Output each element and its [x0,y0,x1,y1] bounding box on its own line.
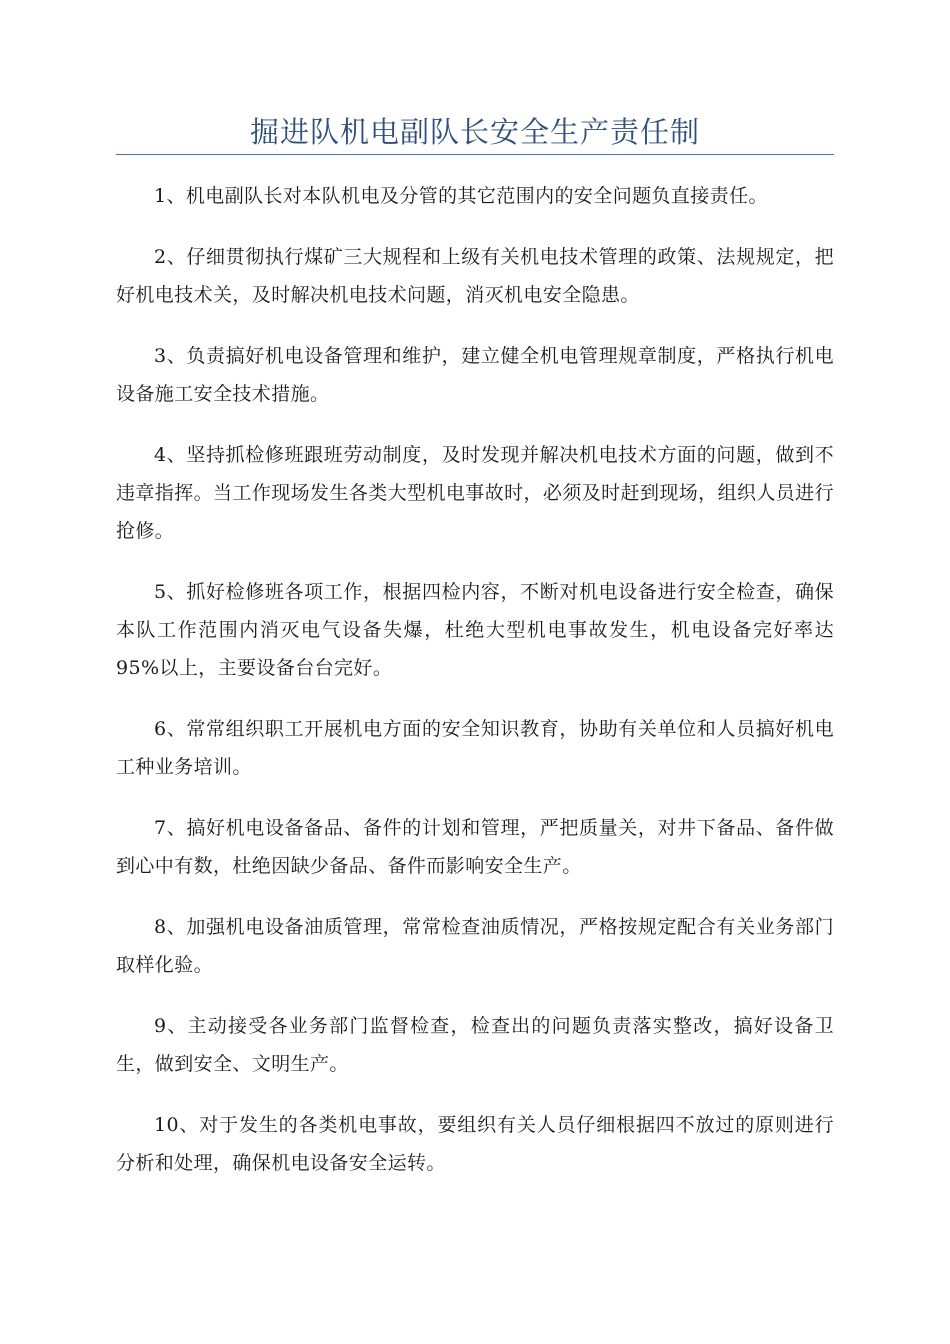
responsibility-list [116,177,834,1182]
list-item: 9、主动接受各业务部门监督检查，检查出的问题负责落实整改，搞好设备卫生，做到安全、文明生产。 [116,1015,834,1075]
list-item: 7、搞好机电设备备品、备件的计划和管理，严把质量关，对井下备品、备件做到心中有数，杜绝因缺少备品、备件而影响安全生产。 [116,817,834,877]
list-item: 4、坚持抓检修班跟班劳动制度，及时发现并解决机电技术方面的问题，做到不违章指挥。当工作现场发生各类大型机电事故时，必须及时赶到现场，组织人员进行抢修。 [116,444,834,542]
list-item: 5、抓好检修班各项工作，根据四检内容，不断对机电设备进行安全检查，确保本队工作范围内消灭电气设备失爆，杜绝大型机电事故发生，机电设备完好率达95%以上，主要设备台台完好。 [116,581,834,679]
document-title: 掘进队机电副队长安全生产责任制 [116,112,834,155]
list-item: 8、加强机电设备油质管理，常常检查油质情况，严格按规定配合有关业务部门取样化验。 [116,916,834,976]
list-item: 1、机电副队长对本队机电及分管的其它范围内的安全问题负直接责任。 [154,185,768,207]
document-page [116,112,834,1205]
list-item: 3、负责搞好机电设备管理和维护，建立健全机电管理规章制度，严格执行机电设备施工安全技术措施。 [116,345,834,405]
list-item: 6、常常组织职工开展机电方面的安全知识教育，协助有关单位和人员搞好机电工种业务培训。 [116,718,834,778]
list-item: 2、仔细贯彻执行煤矿三大规程和上级有关机电技术管理的政策、法规规定，把好机电技术关，及时解决机电技术问题，消灭机电安全隐患。 [116,246,834,306]
list-item: 10、对于发生的各类机电事故，要组织有关人员仔细根据四不放过的原则进行分析和处理，确保机电设备安全运转。 [116,1114,834,1174]
